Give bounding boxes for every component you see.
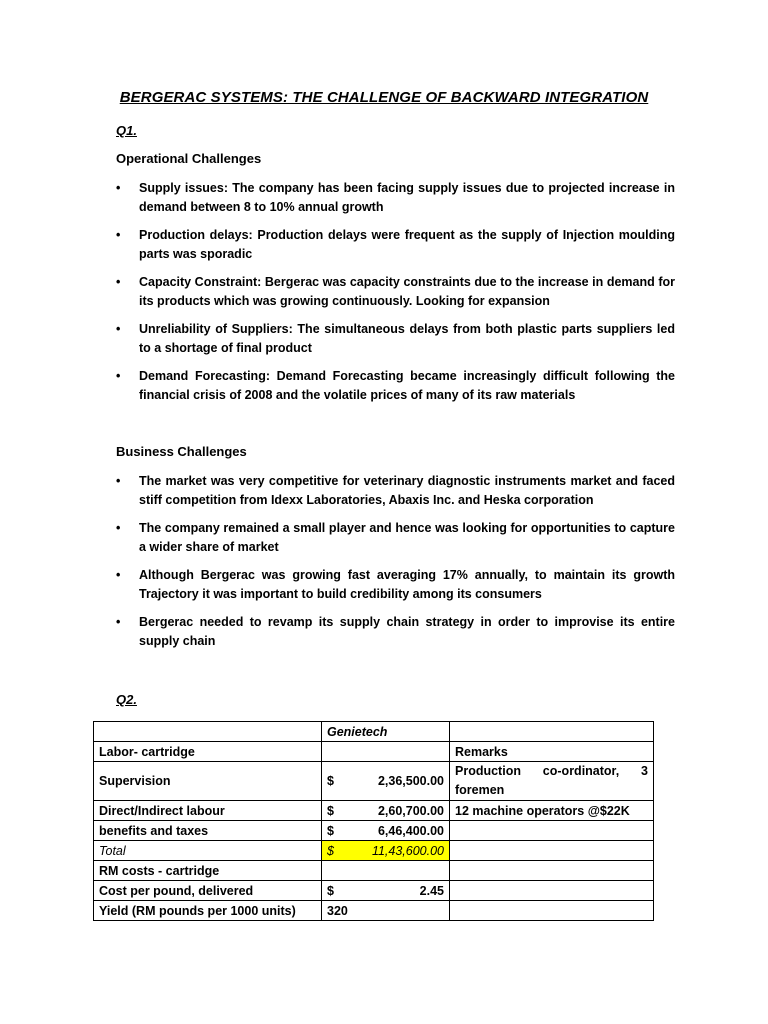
row-label: benefits and taxes [94, 821, 322, 841]
amount-value: 2,60,700.00 [377, 803, 444, 818]
list-item: • The market was very competitive for veterinary diagnostic instruments market and faced stiff competition from Idexx Laboratories, Abaxis Inc. and Heska corporation [116, 474, 675, 507]
bullet-icon: • [116, 474, 121, 488]
table-row [94, 861, 654, 881]
bullet-icon: • [116, 275, 121, 289]
operational-list [0, 179, 675, 405]
total-label: Total [94, 841, 322, 861]
cost-amount: 2.45 [419, 883, 444, 898]
bullet-icon: • [116, 521, 121, 535]
cost-table [93, 721, 654, 921]
bullet-icon: • [116, 369, 121, 383]
bullet-icon: • [116, 568, 121, 582]
table-row: Cost per pound, delivered $ 2.45 [94, 881, 654, 901]
rm-label: RM costs - cartridge [94, 861, 322, 881]
row-remark: Production co-ordinator, 3 foremen [450, 762, 654, 801]
q1-label: Q1. [116, 123, 137, 138]
bullet-icon: • [116, 615, 121, 629]
list-item: • Supply issues: The company has been facing supply issues due to projected increase in demand between 8 to 10% annual growth [116, 181, 675, 214]
business-heading: Business Challenges [116, 444, 247, 459]
table-row [94, 901, 654, 921]
bullet-icon: • [116, 181, 121, 195]
yield-label: Yield (RM pounds per 1000 units) [94, 901, 322, 921]
bullet-icon: • [116, 322, 121, 336]
cost-label: Cost per pound, delivered [94, 881, 322, 901]
table-row: Supervision $ 2,36,500.00 Production co-ordinator, 3 foremen [94, 762, 654, 801]
list-item: • Unreliability of Suppliers: The simultaneous delays from both plastic parts suppliers led to a shortage of final product [116, 322, 675, 355]
table-row: benefits and taxes $ 6,46,400.00 [94, 821, 654, 841]
yield-value: 320 [322, 901, 450, 921]
labor-label: Labor- cartridge [94, 742, 322, 762]
business-list [0, 472, 675, 651]
document-title: BERGERAC SYSTEMS: THE CHALLENGE OF BACKWARD INTEGRATION [119, 89, 649, 106]
row-label: Supervision [94, 762, 322, 801]
list-item: • Although Bergerac was growing fast averaging 17% annually, to maintain its growth Trajectory it was important to build credibility among its consumers [116, 568, 675, 601]
amount-value: 2,36,500.00 [377, 774, 444, 788]
list-item: • Production delays: Production delays were frequent as the supply of Injection moulding parts was sporadic [116, 228, 675, 261]
list-item: • The company remained a small player and hence was looking for opportunities to capture a wider share of market [116, 521, 675, 554]
operational-heading: Operational Challenges [116, 151, 262, 166]
row-remark [450, 821, 654, 841]
q2-label: Q2. [116, 692, 137, 707]
amount-value: 6,46,400.00 [377, 823, 444, 838]
total-cell: $ 11,43,600.00 [322, 841, 450, 861]
table-row: Direct/Indirect labour $ 2,60,700.00 12 machine operators @$22K [94, 801, 654, 821]
list-item: • Demand Forecasting: Demand Forecasting became increasingly difficult following the financial crisis of 2008 and the volatile prices of many of its raw materials [116, 369, 675, 402]
table-row [94, 742, 654, 762]
table-row [94, 722, 654, 742]
row-remark: 12 machine operators @$22K [450, 801, 654, 821]
row-label: Direct/Indirect labour [94, 801, 322, 821]
table-header-genietech: Genietech [322, 722, 450, 742]
total-amount: 11,43,600.00 [371, 843, 444, 858]
remarks-label: Remarks [450, 742, 654, 762]
list-item: • Capacity Constraint: Bergerac was capacity constraints due to the increase in demand for its products which was growing continuously. Looking for expansion [116, 275, 675, 308]
bullet-icon: • [116, 228, 121, 242]
table-row [94, 841, 654, 861]
list-item: • Bergerac needed to revamp its supply chain strategy in order to improvise its entire supply chain [116, 615, 675, 648]
